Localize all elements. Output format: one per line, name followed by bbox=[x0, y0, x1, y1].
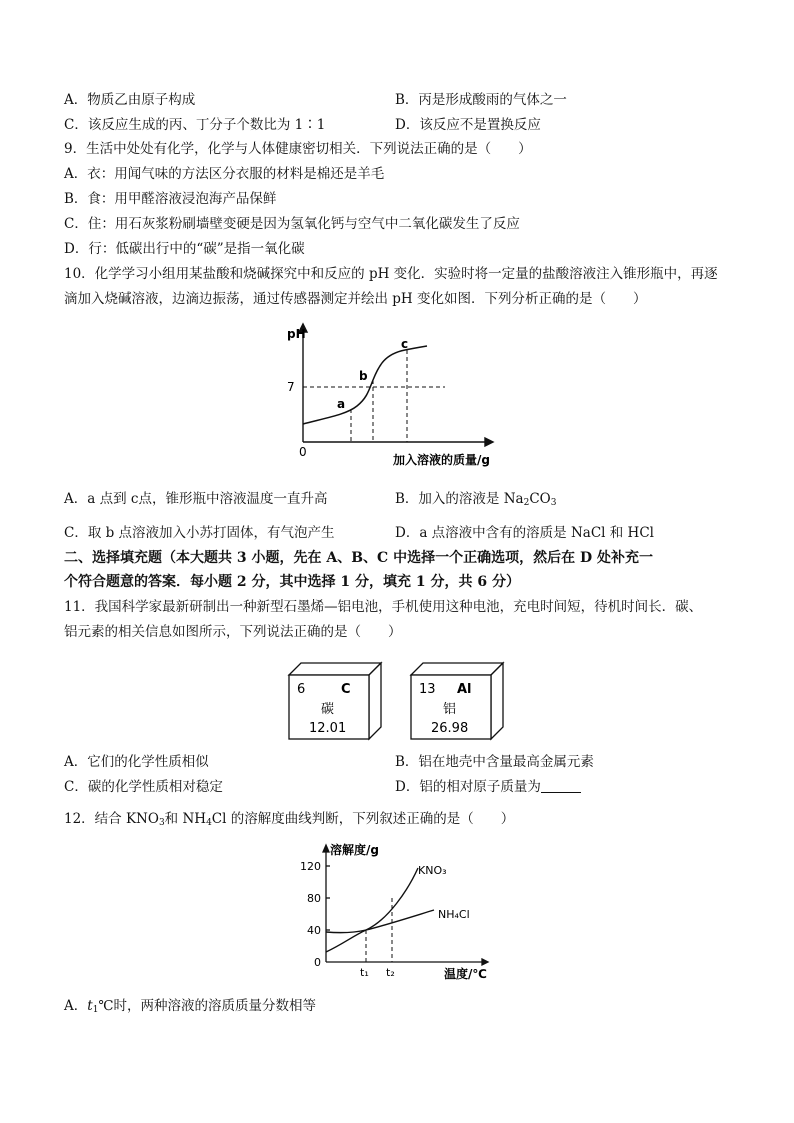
aluminum-mass: 26.98 bbox=[431, 721, 469, 736]
q9-option-a: A．衣：用闻气味的方法区分衣服的材料是棉还是羊毛 bbox=[64, 166, 385, 182]
q12-stem: 12．结合 $KNO_3$和 $NH_4Cl$ 的溶解度曲线判断，下列叙述正确的是（ ） bbox=[64, 811, 515, 828]
q11-option-d: D．铝的相对原子质量为 bbox=[395, 778, 581, 796]
sol-t2-label: t₂ bbox=[386, 966, 395, 979]
kno3-label: KNO₃ bbox=[418, 864, 447, 877]
sol-y-label: 溶解度/g bbox=[330, 843, 379, 857]
ph-point-b: b bbox=[359, 369, 368, 383]
ph-x-label: 加入溶液的质量/g bbox=[393, 453, 490, 467]
sol-tick-120: 120 bbox=[300, 860, 321, 873]
sol-t1-label: t₁ bbox=[360, 966, 369, 979]
q10-stem-line2: 滴加入烧碱溶液，边滴边振荡，通过传感器测定并绘出 pH 变化如图．下列分析正确的是（ ） bbox=[64, 291, 647, 307]
q8-option-d: D．该反应不是置换反应 bbox=[395, 117, 541, 133]
q11-option-a: A．它们的化学性质相似 bbox=[64, 754, 209, 770]
ph-curve bbox=[303, 346, 427, 424]
carbon-mass: 12.01 bbox=[309, 721, 347, 736]
q10-stem-line1: 10．化学学习小组用某盐酸和烧碱探究中和反应的 pH 变化．实验时将一定量的盐酸溶液注入锥形瓶中，再逐 bbox=[64, 266, 718, 282]
q11-option-b: B．铝在地壳中含量最高金属元素 bbox=[395, 754, 594, 770]
carbon-name: 碳 bbox=[321, 702, 335, 717]
ph-origin: 0 bbox=[299, 445, 307, 459]
ph-point-c: c bbox=[401, 337, 409, 351]
q11-option-c: C．碳的化学性质相对稳定 bbox=[64, 779, 223, 795]
q9-option-c: C．住：用石灰浆粉刷墙壁变硬是因为氢氧化钙与空气中二氧化碳发生了反应 bbox=[64, 216, 520, 232]
q9-stem: 9．生活中处处有化学，化学与人体健康密切相关．下列说法正确的是（ ） bbox=[64, 141, 532, 157]
ph-tick-7: 7 bbox=[287, 380, 295, 394]
ph-y-label: pH bbox=[287, 327, 306, 341]
answer-blank[interactable] bbox=[541, 778, 581, 793]
ph-x-arrow bbox=[485, 438, 493, 446]
q8-option-c: C．该反应生成的丙、丁分子个数比为 1∶1 bbox=[64, 117, 326, 133]
solubility-chart bbox=[298, 840, 498, 985]
aluminum-symbol: Al bbox=[457, 682, 472, 697]
section2-line2: 个符合题意的答案．每小题 2 分，其中选择 1 分，填充 1 分，共 6 分） bbox=[64, 574, 520, 590]
q11-stem-line2: 铝元素的相关信息如图所示，下列说法正确的是（ ） bbox=[64, 624, 402, 640]
section2-line1: 二、选择填充题（本大题共 3 小题，先在 A、B、C 中选择一个正确选项，然后在 D 处补充一 bbox=[64, 550, 653, 566]
q9-option-d: D．行：低碳出行中的“碳”是指一氧化碳 bbox=[64, 241, 305, 257]
q11-stem-line1: 11．我国科学家最新研制出一种新型石墨烯—铝电池，手机使用这种电池，充电时间短，待机时间长．碳、 bbox=[64, 599, 703, 615]
sol-tick-0: 0 bbox=[314, 956, 321, 969]
q8-option-a: A．物质乙由原子构成 bbox=[64, 92, 196, 108]
sol-tick-40: 40 bbox=[307, 924, 321, 937]
aluminum-name: 铝 bbox=[443, 702, 457, 717]
sol-y-arrow bbox=[323, 845, 329, 852]
q9-option-b: B．食：用甲醛溶液浸泡海产品保鲜 bbox=[64, 191, 277, 207]
nh4cl-label: NH₄Cl bbox=[438, 908, 470, 921]
sol-tick-80: 80 bbox=[307, 892, 321, 905]
ph-point-a: a bbox=[337, 397, 346, 411]
q12-option-a: A．$t_1℃$时，两种溶液的溶质质量分数相等 bbox=[64, 998, 317, 1015]
carbon-symbol: C bbox=[341, 682, 351, 697]
ph-chart bbox=[285, 320, 515, 470]
carbon-number: 6 bbox=[297, 682, 306, 697]
q10-option-c: C．取 b 点溶液加入小苏打固体，有气泡产生 bbox=[64, 525, 335, 541]
q10-option-d: D．a 点溶液中含有的溶质是 NaCl 和 HCl bbox=[395, 525, 654, 541]
aluminum-element-card bbox=[405, 657, 517, 745]
q10-option-a: A．a 点到 c点，锥形瓶中溶液温度一直升高 bbox=[64, 491, 328, 507]
q8-option-b: B．丙是形成酸雨的气体之一 bbox=[395, 92, 567, 108]
sol-x-arrow bbox=[482, 959, 488, 965]
sol-x-label: 温度/℃ bbox=[444, 967, 487, 981]
aluminum-number: 13 bbox=[419, 682, 436, 697]
carbon-element-card bbox=[283, 657, 395, 745]
q10-option-b: B．加入的溶液是 $Na_2CO_3$ bbox=[395, 491, 557, 508]
kno3-curve bbox=[326, 868, 418, 952]
